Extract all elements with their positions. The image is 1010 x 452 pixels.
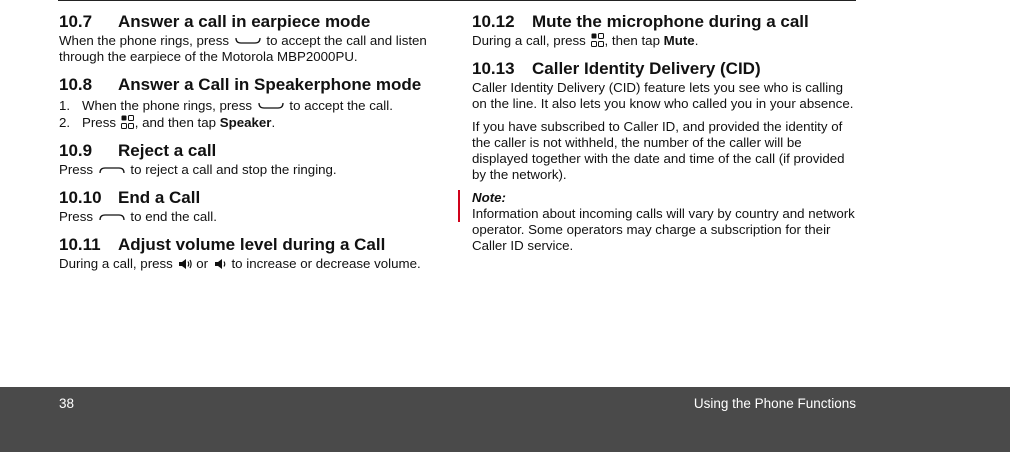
section-number: 10.8 bbox=[59, 75, 93, 94]
chapter-title: Using the Phone Functions bbox=[693, 396, 856, 411]
menu-grid-icon bbox=[121, 115, 134, 129]
section-title: End a Call bbox=[118, 188, 201, 207]
text: to accept the call and listen through the earpiece of the Motorola MBP2000PU. bbox=[59, 33, 427, 64]
paragraph bbox=[59, 256, 449, 272]
text: Press bbox=[59, 209, 93, 224]
section-10-12 bbox=[472, 12, 857, 49]
text: When the phone rings, press bbox=[59, 33, 230, 48]
note-marker-bar bbox=[458, 190, 460, 222]
section-10-10 bbox=[59, 188, 449, 225]
section-number: 10.13 bbox=[472, 59, 515, 78]
section-number: 10.12 bbox=[472, 12, 515, 31]
paragraph: If you have subscribed to Caller ID, and provided the identity of the caller is not withheld, the number of the caller will be displayed together with the date and time of the call (if provided by the network). bbox=[472, 119, 845, 182]
step-text bbox=[82, 98, 393, 114]
paragraph bbox=[59, 33, 449, 65]
ui-term: Mute bbox=[663, 33, 695, 48]
text: . bbox=[271, 115, 276, 130]
section-10-8 bbox=[59, 75, 449, 131]
note-text: Information about incoming calls will vary by country and network operator. Some operators may charge a subscription for their Caller ID service. bbox=[472, 206, 855, 253]
section-title: Adjust volume level during a Call bbox=[118, 235, 386, 254]
section-10-11 bbox=[59, 235, 449, 272]
call-key-icon bbox=[258, 102, 284, 110]
section-number: 10.11 bbox=[59, 235, 101, 254]
section-10-13 bbox=[472, 59, 857, 254]
step-text bbox=[82, 115, 275, 131]
note-block bbox=[472, 190, 857, 254]
text: Press bbox=[82, 115, 116, 130]
step-number: 1. bbox=[59, 98, 71, 113]
list-item bbox=[59, 98, 449, 114]
section-10-9 bbox=[59, 141, 449, 178]
section-title: Mute the microphone during a call bbox=[532, 12, 809, 31]
paragraph bbox=[59, 209, 449, 225]
volume-up-icon bbox=[178, 258, 192, 270]
section-heading bbox=[472, 59, 857, 79]
page-footer bbox=[0, 387, 1010, 452]
text: When the phone rings, press bbox=[82, 98, 253, 113]
text: to accept the call. bbox=[289, 98, 393, 113]
paragraph bbox=[59, 162, 449, 178]
section-title: Answer a call in earpiece mode bbox=[118, 12, 371, 31]
text: , then tap bbox=[604, 33, 660, 48]
paragraph bbox=[472, 33, 857, 49]
menu-grid-icon bbox=[591, 33, 604, 47]
end-key-icon bbox=[99, 166, 125, 174]
section-10-7 bbox=[59, 12, 449, 65]
text: During a call, press bbox=[472, 33, 586, 48]
top-rule bbox=[58, 0, 856, 1]
section-title: Reject a call bbox=[118, 141, 217, 160]
right-column bbox=[472, 12, 857, 264]
section-number: 10.9 bbox=[59, 141, 93, 160]
section-heading bbox=[472, 12, 857, 32]
text: or bbox=[196, 256, 209, 271]
text: Press bbox=[59, 162, 93, 177]
steps-list bbox=[59, 98, 449, 131]
section-number: 10.7 bbox=[59, 12, 93, 31]
list-item bbox=[59, 115, 449, 131]
paragraph: Caller Identity Delivery (CID) feature lets you see who is calling on the line. It also lets you know who called you in your absence. bbox=[472, 80, 854, 111]
text: , and then tap bbox=[134, 115, 217, 130]
note-label: Note: bbox=[472, 190, 506, 205]
text: to increase or decrease volume. bbox=[231, 256, 421, 271]
page-number: 38 bbox=[59, 396, 75, 411]
volume-down-icon bbox=[213, 258, 227, 270]
section-heading bbox=[59, 12, 449, 32]
step-number: 2. bbox=[59, 115, 71, 130]
section-title: Caller Identity Delivery (CID) bbox=[532, 59, 761, 78]
section-heading bbox=[59, 75, 449, 95]
end-key-icon bbox=[99, 213, 125, 221]
section-heading bbox=[59, 141, 449, 161]
text: to reject a call and stop the ringing. bbox=[130, 162, 337, 177]
section-title: Answer a Call in Speakerphone mode bbox=[118, 75, 422, 94]
section-number: 10.10 bbox=[59, 188, 102, 207]
text: During a call, press bbox=[59, 256, 173, 271]
left-column bbox=[59, 12, 449, 282]
text: . bbox=[694, 33, 699, 48]
call-key-icon bbox=[235, 37, 261, 45]
ui-term: Speaker bbox=[219, 115, 272, 130]
section-heading bbox=[59, 235, 449, 255]
text: to end the call. bbox=[130, 209, 217, 224]
section-heading bbox=[59, 188, 449, 208]
